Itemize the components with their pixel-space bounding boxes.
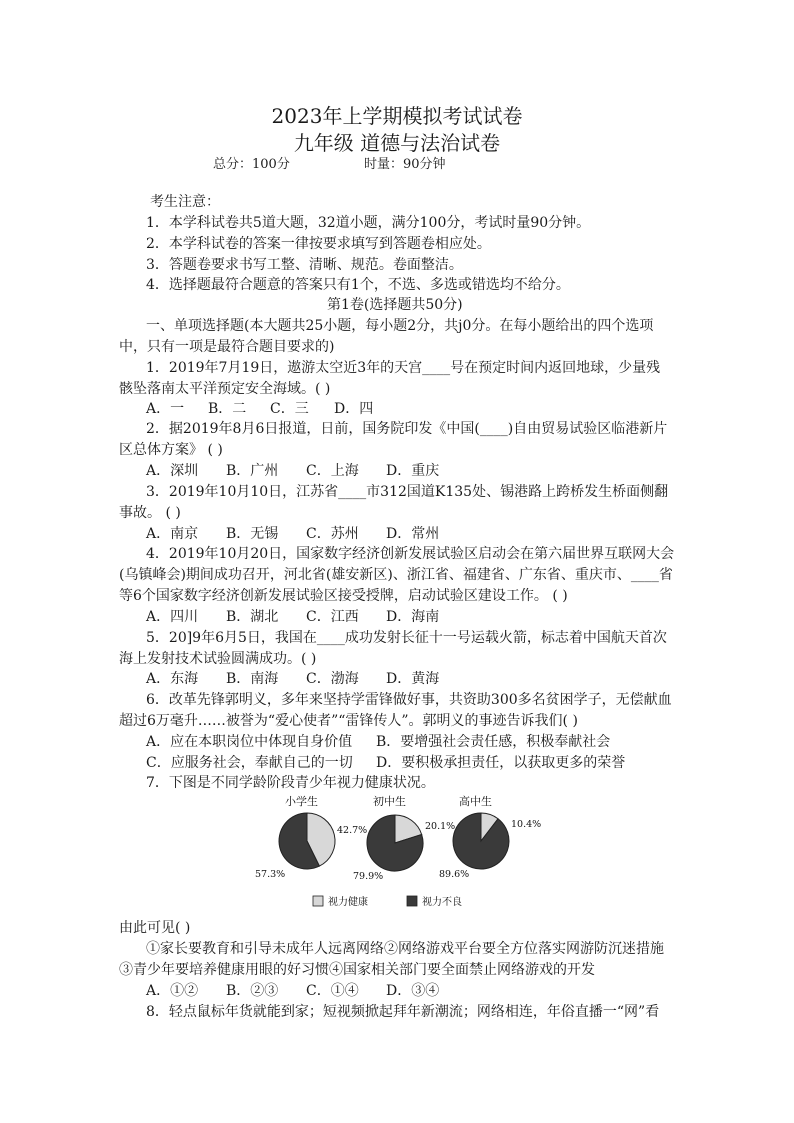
question-7-statement: ①家长要教育和引导未成年人远离网络②网络游戏平台要全方位落实网游防沉迷措施 [146, 941, 664, 957]
pie-label: 42.7% [337, 825, 368, 836]
legend-label: 视力健康 [328, 897, 368, 908]
notice-item: 2．本学科试卷的答案一律按要求填写到答题卷相应处。 [146, 236, 491, 252]
option: A．一 [146, 401, 185, 417]
legend-swatch [313, 896, 323, 906]
option: B．湖北 [226, 609, 279, 625]
pie-slice [453, 813, 509, 869]
option: D．四 [334, 401, 374, 417]
option: B．二 [208, 401, 247, 417]
legend-label: 视力不良 [422, 897, 462, 908]
option: C．三 [270, 401, 309, 417]
option: A．东海 [146, 671, 199, 687]
question-6: 超过6万毫升……被誉为“爱心使者”“雷锋传人”。郭明义的事迹告诉我们( ) [119, 713, 578, 729]
question-5-options [146, 669, 439, 689]
notice-item: 3．答题卷要求书写工整、清晰、规范。卷面整洁。 [146, 257, 463, 273]
question-7-options [146, 981, 439, 1001]
option: D．常州 [386, 526, 440, 542]
question-2: 区总体方案》 ( ) [119, 442, 223, 458]
pie-title: 小学生 [285, 795, 318, 808]
time-limit: 时量：90分钟 [364, 157, 446, 172]
option: C．渤海 [306, 671, 359, 687]
option: B．无锡 [226, 526, 279, 542]
question-4: 等6个国家数字经济创新发展试验区接受授牌，启动试验区建设工作。 ( ) [119, 588, 568, 604]
option: D．重庆 [386, 463, 440, 479]
option: D．要积极承担责任，以获取更多的荣誉 [376, 755, 626, 771]
pie-label: 79.9% [353, 871, 384, 882]
question-3: 事故。 ( ) [119, 505, 181, 521]
notice-heading: 考生注意： [150, 194, 220, 210]
option: A．应在本职岗位中体现自身价值 [146, 734, 353, 750]
option: A．深圳 [146, 463, 199, 479]
notice-item: 1．本学科试卷共5道大题，32道小题，满分100分，考试时量90分钟。 [146, 215, 591, 231]
option: B．广州 [226, 463, 279, 479]
option: A．南京 [146, 526, 199, 542]
pie-label: 20.1% [425, 821, 456, 832]
option: A．四川 [146, 609, 199, 625]
vision-pie-charts [255, 795, 555, 913]
exam-subtitle: 九年级 道德与法治试卷 [293, 131, 501, 155]
option: C．江西 [306, 609, 359, 625]
question-1-options [146, 399, 373, 419]
question-8: 8．轻点鼠标年货就能到家；短视频掀起拜年新潮流；网络相连，年俗直播一“网”看 [146, 1004, 660, 1020]
question-6-options [146, 732, 610, 752]
question-3: 3．2019年10月10日，江苏省____市312国道K135处、锡港路上跨桥发生桥面侧翻 [146, 484, 669, 500]
total-score: 总分：100分 [213, 157, 290, 172]
option: C．苏州 [306, 526, 359, 542]
volume-heading: 第1卷(选择题共50分) [327, 297, 463, 313]
pie-label: 57.3% [255, 869, 286, 880]
option: B．②③ [226, 983, 279, 999]
question-1: 1．2019年7月19日，遨游太空近3年的天宫____号在预定时间内返回地球，少量残 [146, 360, 661, 376]
option: C．应服务社会，奉献自己的一切 [146, 755, 353, 771]
question-7: 7．下图是不同学龄阶段青少年视力健康状况。 [146, 775, 435, 791]
question-6-options [146, 753, 625, 773]
pie-title: 高中生 [459, 795, 492, 808]
option: D．海南 [386, 609, 440, 625]
question-7-statement: ③青少年要培养健康用眼的好习惯④国家相关部门要全面禁止网络游戏的开发 [119, 962, 595, 978]
option: C．①④ [306, 983, 359, 999]
question-2-options [146, 461, 439, 481]
question-6: 6．改革先锋郭明义，多年来坚持学雷锋做好事，共资助300多名贫困学子，无偿献血 [146, 692, 672, 708]
section-intro: 中，只有一项是最符合题目要求的) [119, 339, 335, 355]
question-4: 4．2019年10月20日，国家数字经济创新发展试验区启动会在第六届世界互联网大会 [146, 546, 675, 562]
question-3-options [146, 524, 439, 544]
pie-label: 10.4% [511, 819, 542, 830]
question-5: 5．20]9年6月5日，我国在____成功发射长征十一号运载火箭，标志着中国航天首次 [146, 630, 667, 646]
pie-title: 初中生 [373, 795, 406, 808]
question-7-stem: 由此可见( ) [119, 920, 191, 936]
pie-label: 89.6% [439, 869, 470, 880]
option: B．南海 [226, 671, 279, 687]
legend-swatch [407, 896, 417, 906]
question-4: (乌镇峰会)期间成功召开，河北省(雄安新区)、浙江省、福建省、广东省、重庆市、____省 [119, 567, 673, 583]
option: D．黄海 [386, 671, 440, 687]
question-2: 2．据2019年8月6日报道，日前，国务院印发《中国(____)自由贸易试验区临港新片 [146, 421, 668, 437]
exam-title: 2023年上学期模拟考试试卷 [271, 104, 523, 128]
notice-item: 4．选择题最符合题意的答案只有1个，不选、多选或错选均不给分。 [146, 277, 570, 293]
option: A．①② [146, 983, 199, 999]
option: C．上海 [306, 463, 359, 479]
option: B．要增强社会责任感，积极奉献社会 [376, 734, 611, 750]
question-4-options [146, 607, 439, 627]
option: D．③④ [386, 983, 440, 999]
question-1: 骸坠落南太平洋预定安全海域。( ) [119, 381, 331, 397]
question-5: 海上发射技术试验圆满成功。( ) [119, 651, 317, 667]
section-intro: 一、单项选择题(本大题共25小题，每小题2分，共j0分。在每小题给出的四个选项 [146, 318, 654, 334]
